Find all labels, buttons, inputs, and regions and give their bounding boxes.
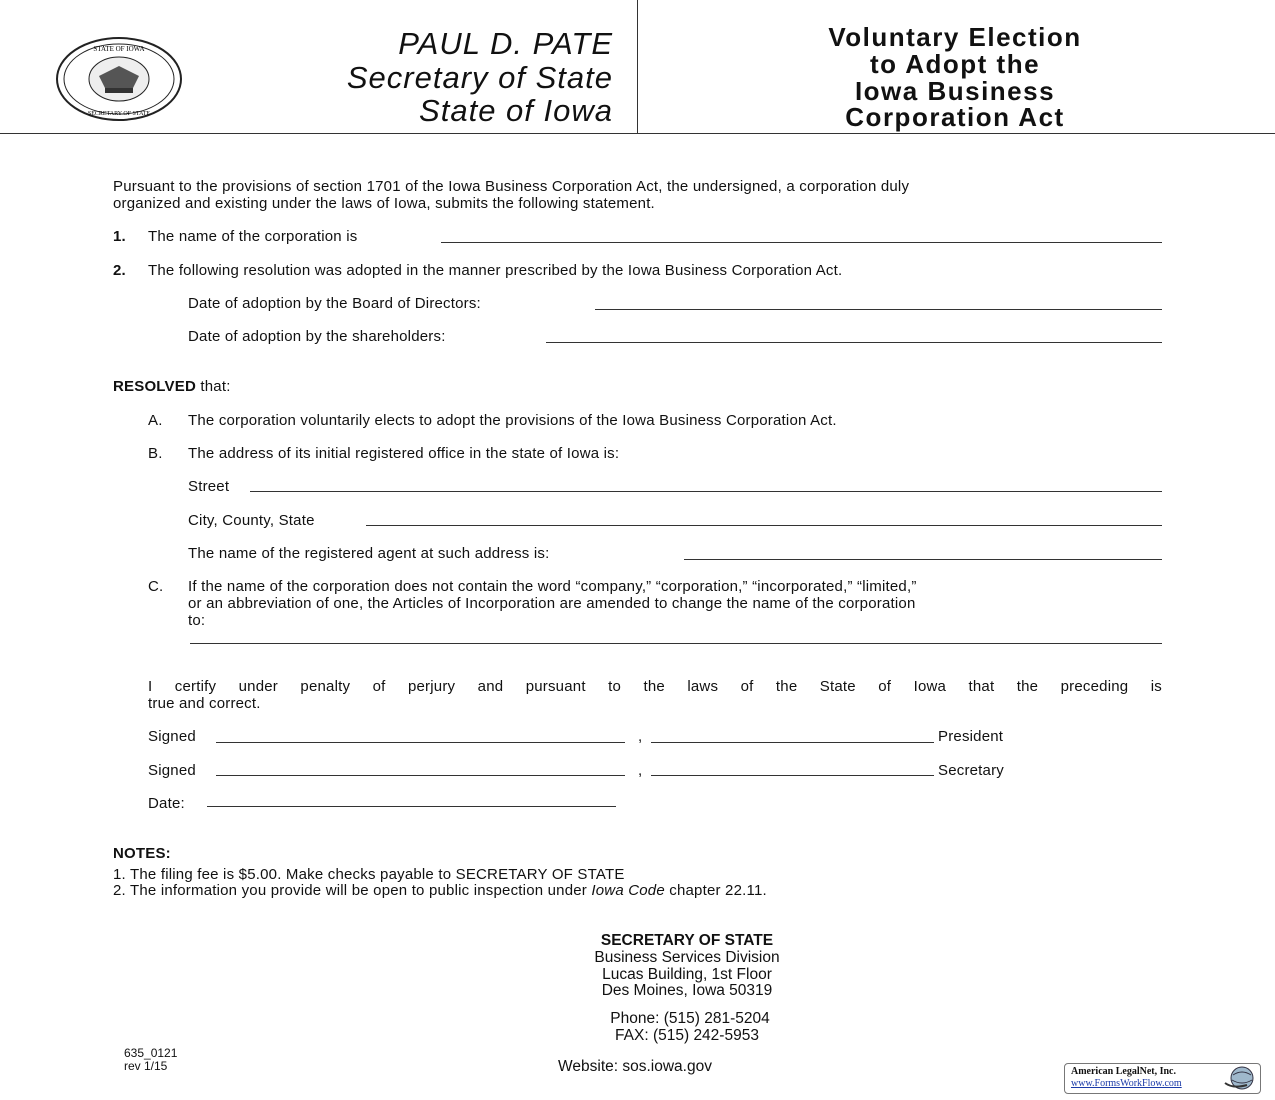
official-title: Secretary of State	[346, 60, 613, 95]
form-title-line-4: Corporation Act	[845, 102, 1065, 132]
secretary-label: Secretary	[938, 762, 1004, 779]
secretary-signature-field[interactable]	[216, 775, 625, 776]
address-fax: FAX: (515) 242-5953	[615, 1027, 759, 1044]
registered-agent-field[interactable]	[684, 559, 1162, 560]
item-b-text: The address of its initial registered office in the state of Iowa is:	[188, 445, 620, 462]
note-2-citation: Iowa Code	[591, 882, 665, 899]
comma-secretary: ,	[638, 762, 643, 779]
shareholder-adoption-date-label: Date of adoption by the shareholders:	[188, 328, 446, 345]
svg-text:SECRETARY OF STATE: SECRETARY OF STATE	[87, 111, 151, 117]
secretary-name-field[interactable]	[651, 775, 934, 776]
item-c-line-3: to:	[188, 612, 206, 629]
notes-heading: NOTES:	[113, 845, 171, 862]
jurisdiction: State of Iowa	[419, 93, 613, 128]
address-city: Des Moines, Iowa 50319	[601, 982, 773, 999]
form-title-line-1: Voluntary Election	[828, 22, 1082, 52]
board-adoption-date-label: Date of adoption by the Board of Directors:	[188, 295, 481, 312]
resolved-bold: RESOLVED	[113, 378, 197, 395]
vendor-name: American LegalNet, Inc.	[1071, 1066, 1176, 1077]
address-phone: Phone: (515) 281-5204	[610, 1010, 770, 1027]
signed-label-president: Signed	[148, 728, 196, 745]
form-revision: rev 1/15	[124, 1059, 168, 1073]
note-2-tail: chapter 22.11.	[664, 882, 767, 899]
resolved-rest: that:	[196, 378, 231, 395]
corporation-name-field[interactable]	[441, 242, 1162, 243]
form-number: 635_0121	[124, 1046, 178, 1060]
iowa-state-seal	[55, 36, 183, 122]
address-office: SECRETARY OF STATE	[600, 932, 774, 949]
intro-line-2: organized and existing under the laws of Iowa, submits the following statement.	[113, 195, 655, 212]
new-corporation-name-field[interactable]	[190, 643, 1162, 644]
header-divider-vertical	[637, 0, 638, 134]
vendor-badge[interactable]	[1064, 1063, 1261, 1094]
intro-line-1: Pursuant to the provisions of section 1701 of the Iowa Business Corporation Act, the undersigned, a corporation duly	[113, 178, 910, 195]
city-county-state-label: City, County, State	[188, 512, 315, 529]
certify-line-1: I certify under penalty of perjury and pursuant to the laws of the State of Iowa that the preceding is	[148, 678, 1162, 695]
item-a-letter: A.	[148, 412, 163, 429]
president-signature-field[interactable]	[216, 742, 625, 743]
globe-icon	[1223, 1065, 1257, 1091]
item-1-number: 1.	[113, 228, 126, 245]
item-c-letter: C.	[148, 578, 164, 595]
board-adoption-date-field[interactable]	[595, 309, 1162, 310]
shareholder-adoption-date-field[interactable]	[546, 342, 1162, 343]
svg-text:STATE OF IOWA: STATE OF IOWA	[93, 45, 145, 53]
street-field[interactable]	[250, 491, 1162, 492]
item-b-letter: B.	[148, 445, 163, 462]
comma-president: ,	[638, 728, 643, 745]
official-name: PAUL D. PATE	[398, 26, 613, 61]
note-2-text: 2. The information you provide will be open to public inspection under	[113, 882, 592, 899]
header-divider-horizontal	[0, 133, 1275, 134]
note-2	[113, 882, 767, 899]
president-label: President	[938, 728, 1004, 745]
signed-label-secretary: Signed	[148, 762, 196, 779]
address-division: Business Services Division	[594, 949, 780, 966]
resolution-statement: The following resolution was adopted in the manner prescribed by the Iowa Business Corporation Act.	[148, 262, 843, 279]
address-website: Website: sos.iowa.gov	[558, 1058, 712, 1075]
vendor-link[interactable]: www.FormsWorkFlow.com	[1071, 1078, 1182, 1089]
date-label: Date:	[148, 795, 185, 812]
item-c-line-1: If the name of the corporation does not contain the word “company,” “corporation,” “incorporated,” “limited,”	[188, 578, 917, 595]
form-title-line-3: Iowa Business	[854, 76, 1056, 106]
registered-agent-label: The name of the registered agent at such address is:	[188, 545, 550, 562]
resolved-heading	[113, 378, 231, 395]
president-name-field[interactable]	[651, 742, 934, 743]
item-c-line-2: or an abbreviation of one, the Articles of Incorporation are amended to change the name of the corporation	[188, 595, 916, 612]
form-title-line-2: to Adopt the	[869, 49, 1041, 79]
note-1: 1. The filing fee is $5.00. Make checks payable to SECRETARY OF STATE	[113, 866, 625, 883]
certify-line-2: true and correct.	[148, 695, 261, 712]
item-2-number: 2.	[113, 262, 126, 279]
item-a-text: The corporation voluntarily elects to adopt the provisions of the Iowa Business Corporation Act.	[188, 412, 837, 429]
city-county-state-field[interactable]	[366, 525, 1162, 526]
date-field[interactable]	[207, 806, 616, 807]
address-building: Lucas Building, 1st Floor	[602, 966, 772, 983]
street-label: Street	[188, 478, 230, 495]
corporation-name-label: The name of the corporation is	[148, 228, 358, 245]
